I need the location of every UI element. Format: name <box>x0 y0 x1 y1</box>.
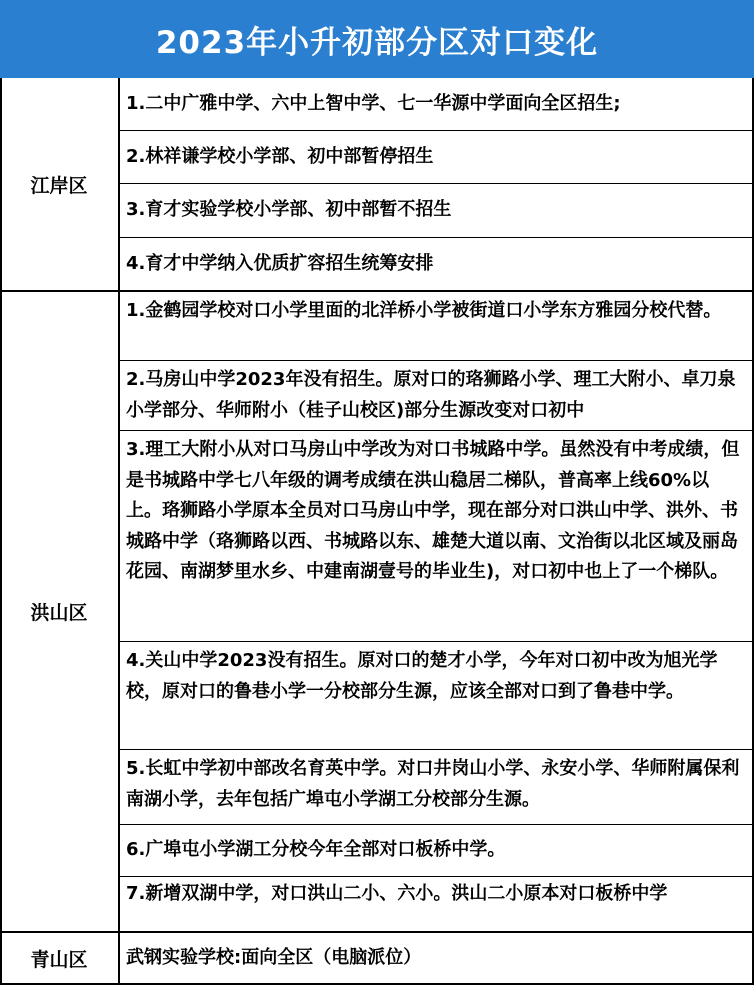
policy-item: 2.林祥谦学校小学部、初中部暂停招生 <box>126 145 434 167</box>
row-divider <box>118 360 754 361</box>
policy-item: 1.二中广雅中学、六中上智中学、七一华源中学面向全区招生; <box>126 92 621 114</box>
page-title: 2023年小升初部分区对口变化 <box>0 0 754 78</box>
row-divider <box>118 876 754 877</box>
policy-item: 3.育才实验学校小学部、初中部暂不招生 <box>126 199 452 221</box>
policy-item: 1.金鹤园学校对口小学里面的北洋桥小学被街道口小学东方雅园分校代替。 <box>126 300 722 321</box>
policy-item: 6.广埠屯小学湖工分校今年全部对口板桥中学。 <box>126 839 506 861</box>
row-divider <box>118 430 754 431</box>
policy-item: 5.长虹中学初中部改名育英中学。对口井岗山小学、永安小学、华师附属保利南湖小学，去年包括广埠屯小学湖工分校部分生源。 <box>126 758 740 810</box>
district-label-hongshan: 洪山区 <box>30 602 88 624</box>
row-divider <box>118 749 754 750</box>
district-label-qingshan: 青山区 <box>30 948 88 971</box>
policy-item: 4.关山中学2023没有招生。原对口的楚才小学，今年对口初中改为旭光学校，原对口的鲁巷小学一分校部分生源，应该全部对口到了鲁巷中学。 <box>126 650 718 702</box>
policy-item: 3.理工大附小从对口马房山中学改为对口书城路中学。虽然没有中考成绩，但是书城路中学七八年级的调考成绩在洪山稳居二梯队，普高率上线60%以上。珞狮路小学原本全员对口马房山中学，现在部分对口洪山中学、洪外、书城路中学（珞狮路以西、书城路以东、雄楚大道以南、文治街以北区域及丽岛花园、南湖梦里水乡、中建南湖壹号的毕业生)，对口初中也上了一个梯队。 <box>126 439 740 582</box>
column-divider <box>118 78 120 985</box>
district-table <box>0 78 754 985</box>
policy-item: 4.育才中学纳入优质扩容招生统筹安排 <box>126 252 434 274</box>
row-divider <box>118 641 754 642</box>
policy-item: 2.马房山中学2023年没有招生。原对口的珞狮路小学、理工大附小、卓刀泉小学部分、华师附小（桂子山校区)部分生源改变对口初中 <box>126 369 736 421</box>
policy-item: 武钢实验学校:面向全区（电脑派位） <box>126 946 422 968</box>
policy-item: 7.新增双湖中学，对口洪山二小、六小。洪山二小原本对口板桥中学 <box>126 883 668 904</box>
district-label-jiangan: 江岸区 <box>30 174 88 197</box>
